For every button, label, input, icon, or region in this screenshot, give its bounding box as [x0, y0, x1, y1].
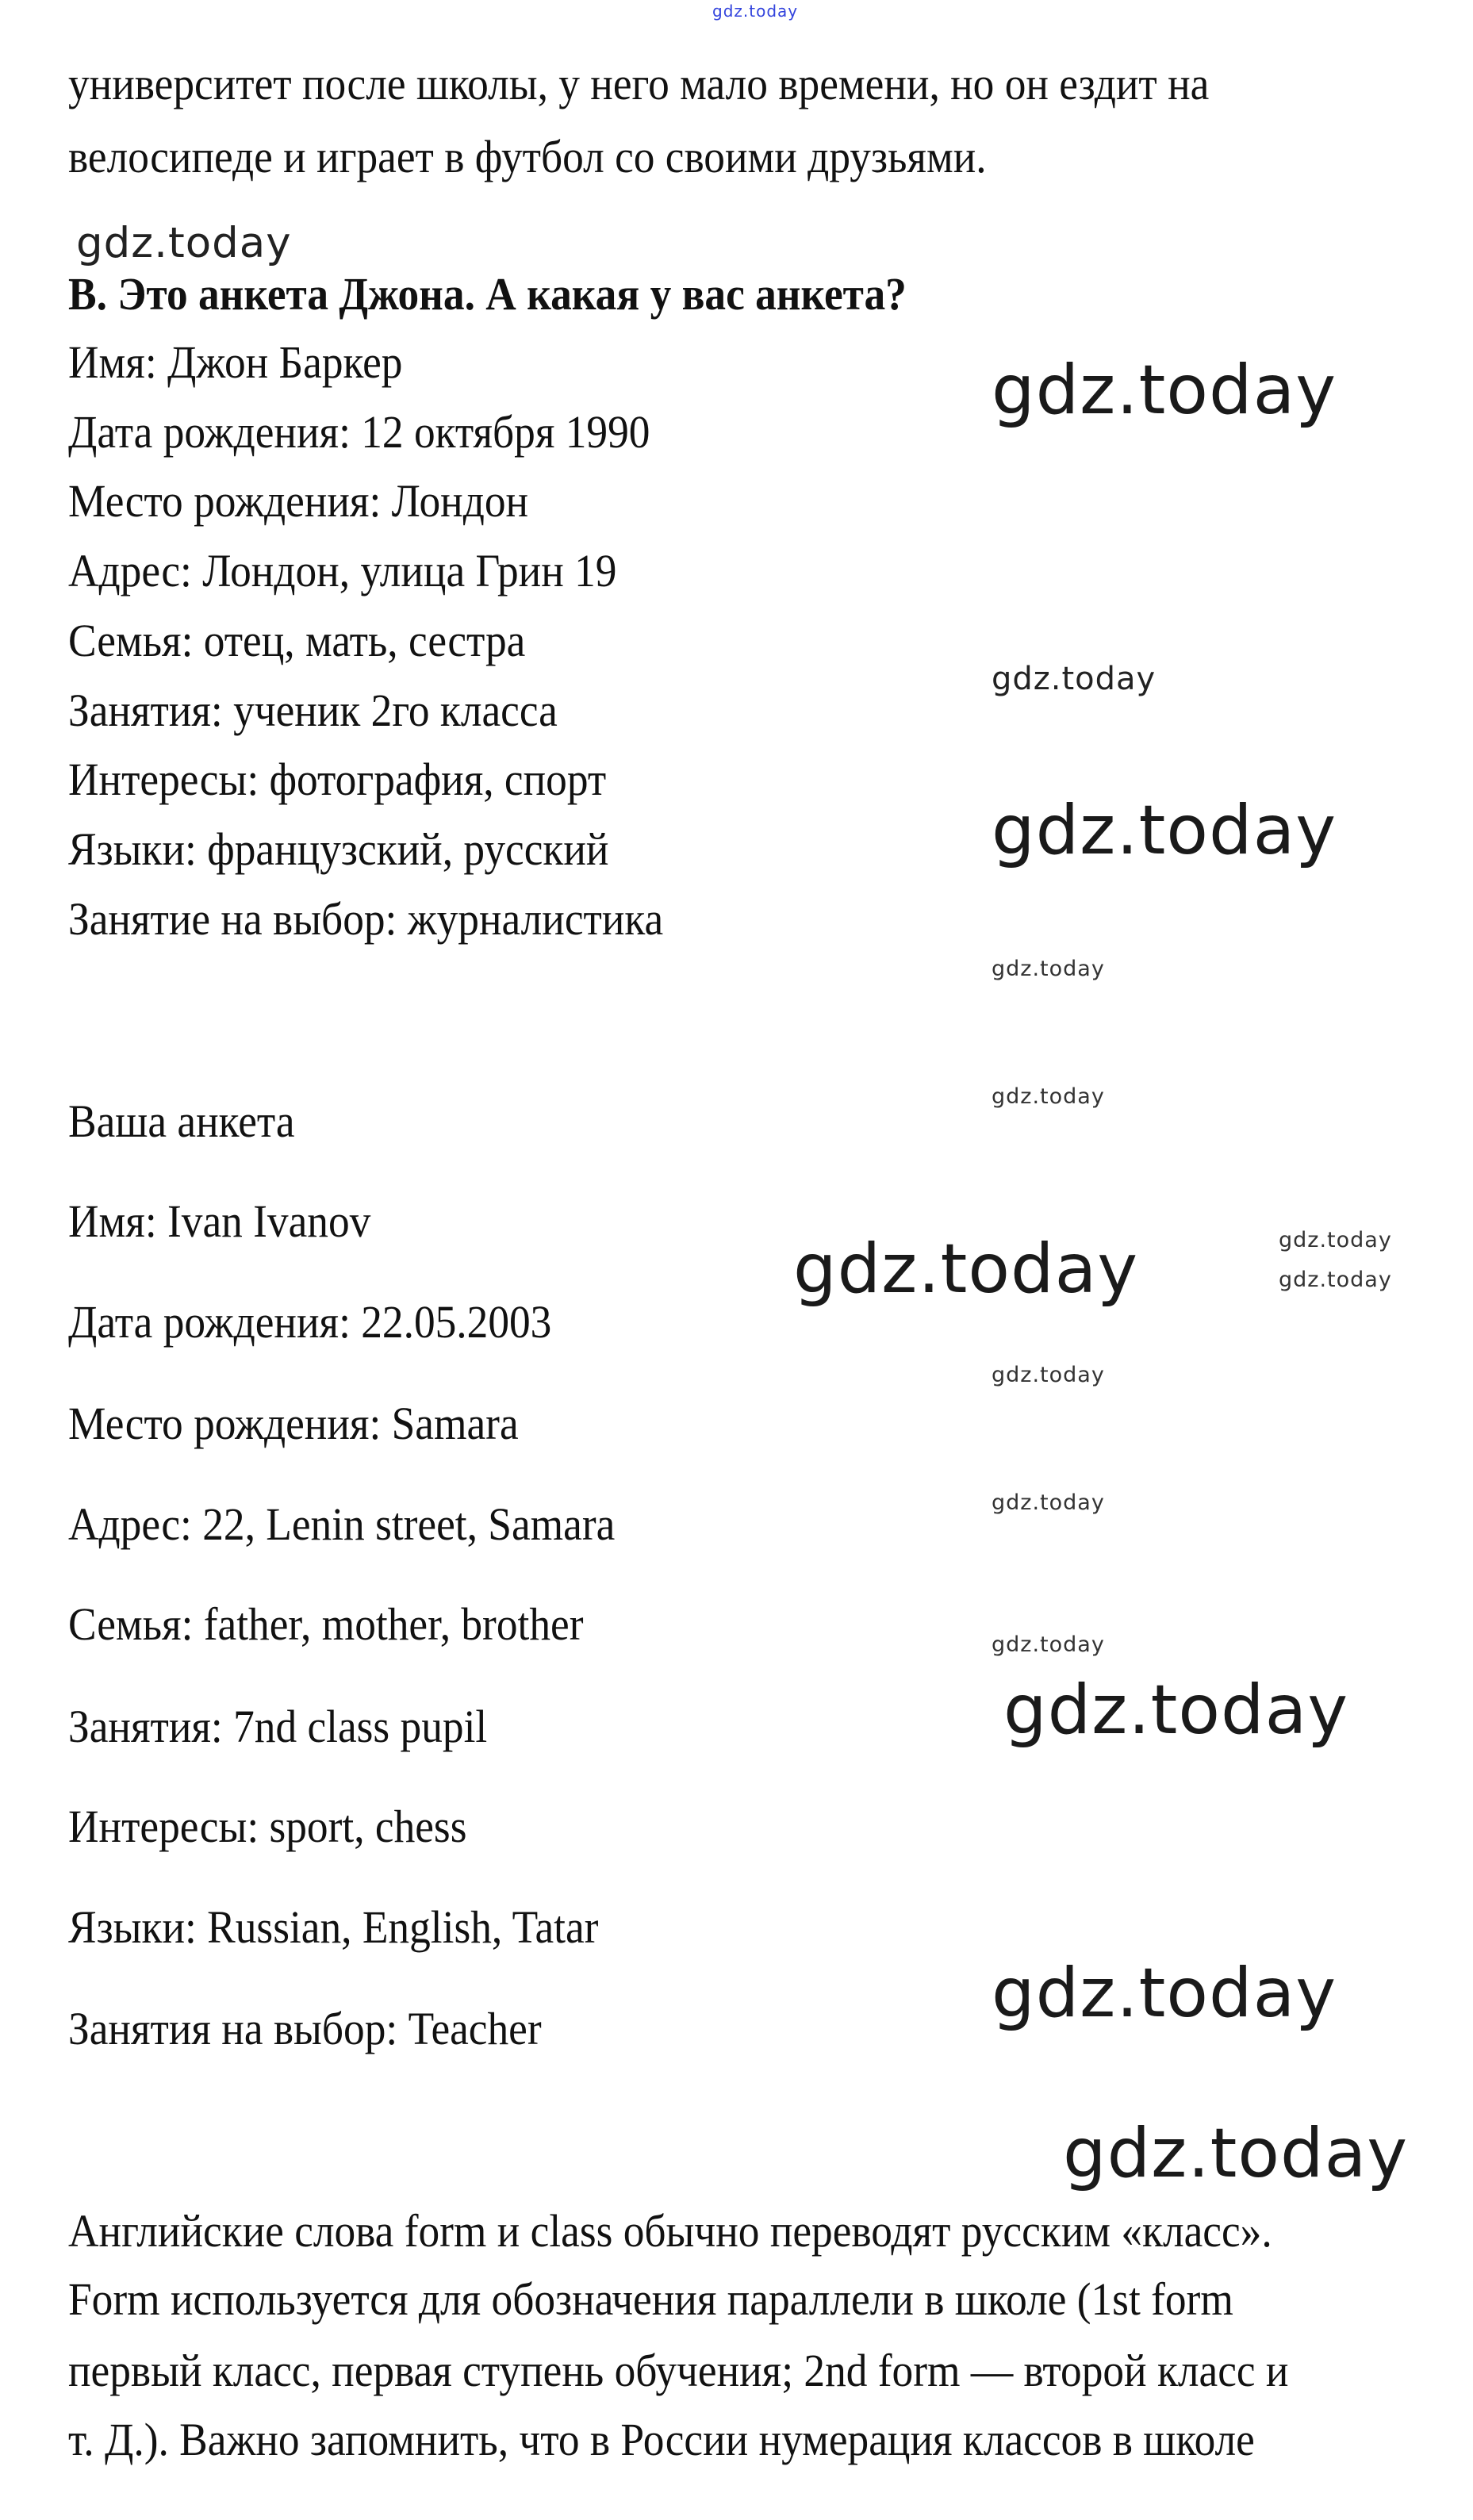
- your-form-field: Интересы: sport, chess: [68, 1801, 467, 1852]
- intro-line: университет после школы, у него мало времени, но он ездит на: [68, 58, 1210, 109]
- john-form-field: Адрес: Лондон, улица Грин 19: [68, 545, 617, 596]
- watermark: gdz.today: [992, 1632, 1105, 1657]
- watermark: gdz.today: [992, 351, 1337, 430]
- john-form-field: Занятия: ученик 2го класса: [68, 685, 558, 736]
- note-line: т. Д.). Важно запомнить, что в России нумерация классов в школе: [68, 2414, 1255, 2465]
- john-form-field: Занятие на выбор: журналистика: [68, 893, 664, 945]
- john-form-field: Имя: Джон Баркер: [68, 336, 403, 388]
- your-form-field: Занятия на выбор: Teacher: [68, 2003, 542, 2054]
- intro-line: велосипеде и играет в футбол со своими друзьями.: [68, 131, 987, 182]
- your-form-field: Языки: Russian, English, Tatar: [68, 1901, 599, 1953]
- section-heading: B. Это анкета Джона. А какая у вас анкета?: [68, 268, 907, 320]
- john-form-field: Языки: французский, русский: [68, 823, 609, 875]
- note-line: Английские слова form и class обычно переводят русским «класс».: [68, 2205, 1272, 2257]
- note-line: Form используется для обозначения параллели в школе (1st form: [68, 2273, 1233, 2325]
- watermark: gdz.today: [1279, 1228, 1392, 1252]
- john-form-field: Дата рождения: 12 октября 1990: [68, 406, 650, 458]
- watermark: gdz.today: [1279, 1268, 1392, 1292]
- watermark: gdz.today: [992, 661, 1157, 697]
- watermark-top: gdz.today: [712, 2, 799, 21]
- your-form-field: Адрес: 22, Lenin street, Samara: [68, 1498, 616, 1550]
- watermark: gdz.today: [992, 1954, 1337, 2033]
- your-form-field: Дата рождения: 22.05.2003: [68, 1296, 552, 1348]
- your-form-title: Ваша анкета: [68, 1095, 295, 1147]
- your-form-field: Имя: Ivan Ivanov: [68, 1195, 371, 1247]
- john-form-field: Место рождения: Лондон: [68, 475, 529, 527]
- watermark: gdz.today: [992, 1363, 1105, 1387]
- your-form-field: Семья: father, mother, brother: [68, 1598, 584, 1650]
- your-form-field: Место рождения: Samara: [68, 1398, 519, 1449]
- john-form-field: Интересы: фотография, спорт: [68, 754, 607, 805]
- watermark: gdz.today: [793, 1229, 1139, 1309]
- watermark: gdz.today: [76, 219, 292, 267]
- watermark: gdz.today: [1003, 1670, 1349, 1750]
- watermark: gdz.today: [992, 791, 1337, 870]
- watermark: gdz.today: [992, 957, 1105, 981]
- your-form-field: Занятия: 7nd class pupil: [68, 1701, 488, 1752]
- note-line: первый класс, первая ступень обучения; 2nd form — второй класс и: [68, 2345, 1289, 2396]
- watermark: gdz.today: [992, 1490, 1105, 1515]
- watermark: gdz.today: [992, 1084, 1105, 1109]
- john-form-field: Семья: отец, мать, сестра: [68, 615, 526, 666]
- watermark: gdz.today: [1063, 2114, 1409, 2193]
